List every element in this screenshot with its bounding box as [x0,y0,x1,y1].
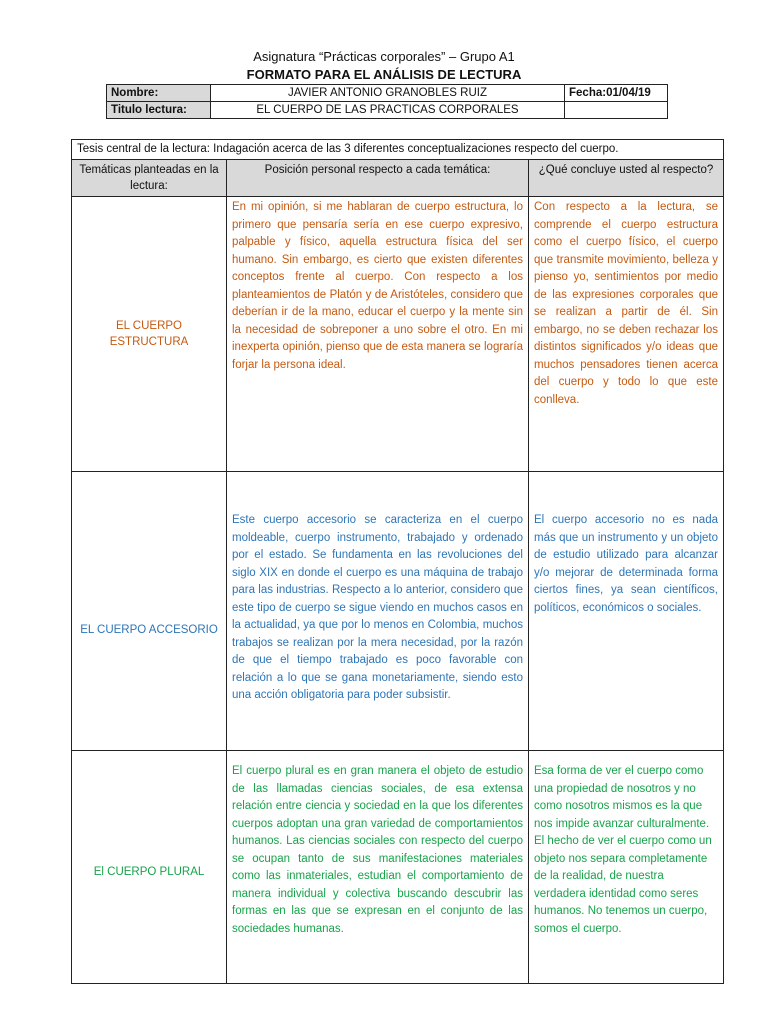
subject-heading: Asignatura “Prácticas corporales” – Grupo A1 [253,49,515,64]
name-value: JAVIER ANTONIO GRANOBLES RUIZ [211,85,565,102]
topic-cell: EL CUERPO ACCESORIO [72,472,227,751]
topic-cell: EL CUERPO ESTRUCTURA [72,197,227,472]
column-header-row [72,160,724,197]
topic-cell: El CUERPO PLURAL [72,751,227,984]
format-title: FORMATO PARA EL ANÁLISIS DE LECTURA [246,67,522,82]
thesis-text: Tesis central de la lectura: Indagación acerca de las 3 diferentes conceptualizaciones respecto del cuerpo. [72,140,724,160]
reading-title-value: EL CUERPO DE LAS PRACTICAS CORPORALES [211,102,565,119]
analysis-table [71,139,724,984]
title-row [107,102,668,119]
table-row [72,751,724,984]
thesis-row [72,140,724,160]
position-cell: En mi opinión, si me hablaran de cuerpo estructura, lo primero que pensaría sería en ese cuerpo expresivo, palpable y físico, aquella estructura física del ser humano. Sin embargo, es cierto que existen diferentes conceptos frente al cuerpo. Con respecto a los planteamientos de Platón y de Aristóteles, considero que deberían ir de la mano, educar el cuerpo y la mente sin la necesidad de sobreponer a uno sobre el otro. En mi inexperta opinión, pienso que de esta manera se lograría forjar la persona ideal. [227,197,529,472]
position-cell: Este cuerpo accesorio se caracteriza en el cuerpo moldeable, cuerpo instrumento, trabajado y ordenado por el estado. Se fundamenta en las revoluciones del siglo XIX en donde el cuerpo es una máquina de trabajo para las industrias. Respecto a lo anterior, considero que este tipo de cuerpo se sigue viendo en muchos casos en la actualidad, ya que por lo menos en Colombia, muchos trabajos se realizan por la mera necesidad, por la razón de que el tiempo trabajado es poco favorable con relación a lo que se gana monetariamente, siendo esto una acción obligatoria para poder subsistir. [227,472,529,751]
student-info-table [106,84,668,119]
empty-cell [565,102,668,119]
column-header-conclusion: ¿Qué concluye usted al respecto? [529,160,724,197]
date-field: Fecha:01/04/19 [565,85,668,102]
table-row [72,197,724,472]
reading-title-label: Titulo lectura: [107,102,211,119]
position-cell: El cuerpo plural es en gran manera el objeto de estudio de las llamadas ciencias sociales, de esa extensa relación entre ciencia y sociedad en la que los diferentes cuerpos adoptan una gran variedad de comportamientos humanos. Las ciencias sociales con respecto del cuerpo se ocupan tanto de sus manifestaciones materiales como las inmateriales, estudian el comportamiento de manera individual y colectiva buscando descubrir las formas en las que se expresan en el conjunto de las sociedades humanas. [227,751,529,984]
name-row [107,85,668,102]
conclusion-cell: El cuerpo accesorio no es nada más que un instrumento y un objeto de estudio utilizado para alcanzar y/o mejorar de determinada forma ciertos fines, ya sean científicos, políticos, económicos o sociales. [529,472,724,751]
conclusion-cell: Esa forma de ver el cuerpo como una propiedad de nosotros y no como nosotros mismos es la que nos impide avanzar culturalmente. El hecho de ver el cuerpo como un objeto nos separa completamente de la realidad, de nuestra verdadera identidad como seres humanos. No tenemos un cuerpo, somos el cuerpo. [529,751,724,984]
column-header-position: Posición personal respecto a cada temática: [227,160,529,197]
table-row [72,472,724,751]
column-header-topics: Temáticas planteadas en la lectura: [72,160,227,197]
conclusion-cell: Con respecto a la lectura, se comprende el cuerpo estructura como el cuerpo físico, el cuerpo que transmite movimiento, belleza y pienso yo, sentimientos por medio de las expresiones corporales que se realizan a partir de él. Sin embargo, no se deben rechazar los distintos significados y/o ideas que muchos pensadores tienen acerca del cuerpo y todo lo que este conlleva. [529,197,724,472]
name-label: Nombre: [107,85,211,102]
